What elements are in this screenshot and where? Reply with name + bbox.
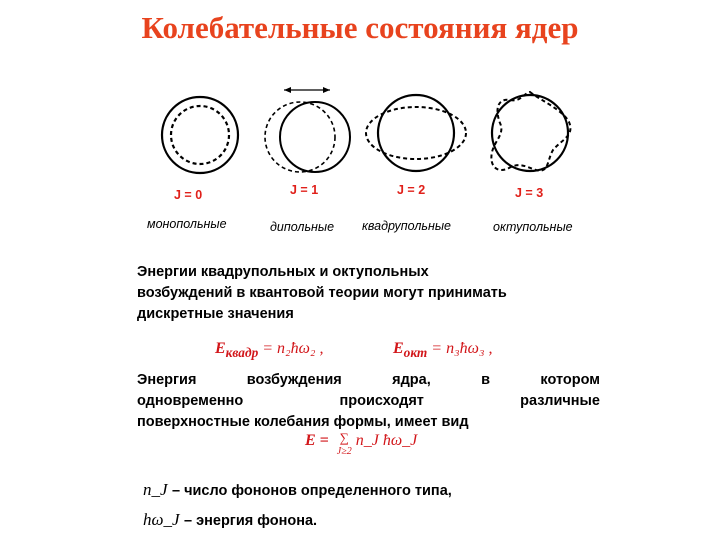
mode-j-label-0: J = 0 xyxy=(174,188,203,202)
mode-j-label-3: J = 3 xyxy=(515,186,544,200)
paragraph-line: возбуждений в квантовой теории могут принимать xyxy=(137,285,507,301)
paragraph-line: Энергия возбуждения ядра, в котором xyxy=(137,372,600,388)
legend-text: – число фононов определенного типа, xyxy=(172,483,452,499)
paragraph-line: поверхностные колебания формы, имеет вид xyxy=(137,414,469,430)
mode-name-2: квадрупольные xyxy=(362,219,452,233)
legend-symbol: hω_J xyxy=(143,510,180,529)
formula-rhs: = n₃ħω₃ , xyxy=(431,340,493,357)
quadrupole-shape-icon xyxy=(364,90,469,175)
formula-octupole-energy xyxy=(393,340,493,361)
sum-index: J≥2 xyxy=(336,446,352,457)
formula-subscript: квадр xyxy=(225,345,259,361)
paragraph-line: Энергии квадрупольных и октупольных xyxy=(137,264,429,280)
mode-name-0: монопольные xyxy=(147,217,227,231)
legend-text: – энергия фонона. xyxy=(184,513,318,529)
formula-symbol: E xyxy=(215,340,226,357)
mode-name-1: дипольные xyxy=(270,220,335,234)
dipole-shape-icon xyxy=(262,82,352,177)
mode-j-label-2: J = 2 xyxy=(397,183,426,197)
formula-rhs: = n₂ħω₂ , xyxy=(262,340,324,357)
mode-j-label-1: J = 1 xyxy=(290,183,319,197)
paragraph-line: дискретные значения xyxy=(137,306,294,322)
paragraph-quantized-energies xyxy=(137,262,607,325)
formula-total-energy xyxy=(305,432,417,458)
legend-item-phonon-energy xyxy=(143,510,317,530)
formula-subscript: окт xyxy=(403,345,428,361)
paragraph-line: одновременно происходят различные xyxy=(137,393,600,409)
formula-quadrupole-energy xyxy=(215,340,323,361)
paragraph-total-energy xyxy=(137,370,600,433)
monopole-shape-icon xyxy=(155,95,245,175)
mode-name-3: октупольные xyxy=(493,220,573,234)
page-title: Колебательные состояния ядер xyxy=(141,10,579,45)
formula-symbol: E xyxy=(393,340,404,357)
octupole-shape-icon xyxy=(483,88,578,178)
legend-symbol: n_J xyxy=(143,480,168,499)
formula-lhs: E = xyxy=(305,432,329,449)
sum-symbol: ∑ xyxy=(339,430,349,445)
formula-term: n_J ħω_J xyxy=(355,432,418,449)
legend-item-phonon-count xyxy=(143,480,452,500)
